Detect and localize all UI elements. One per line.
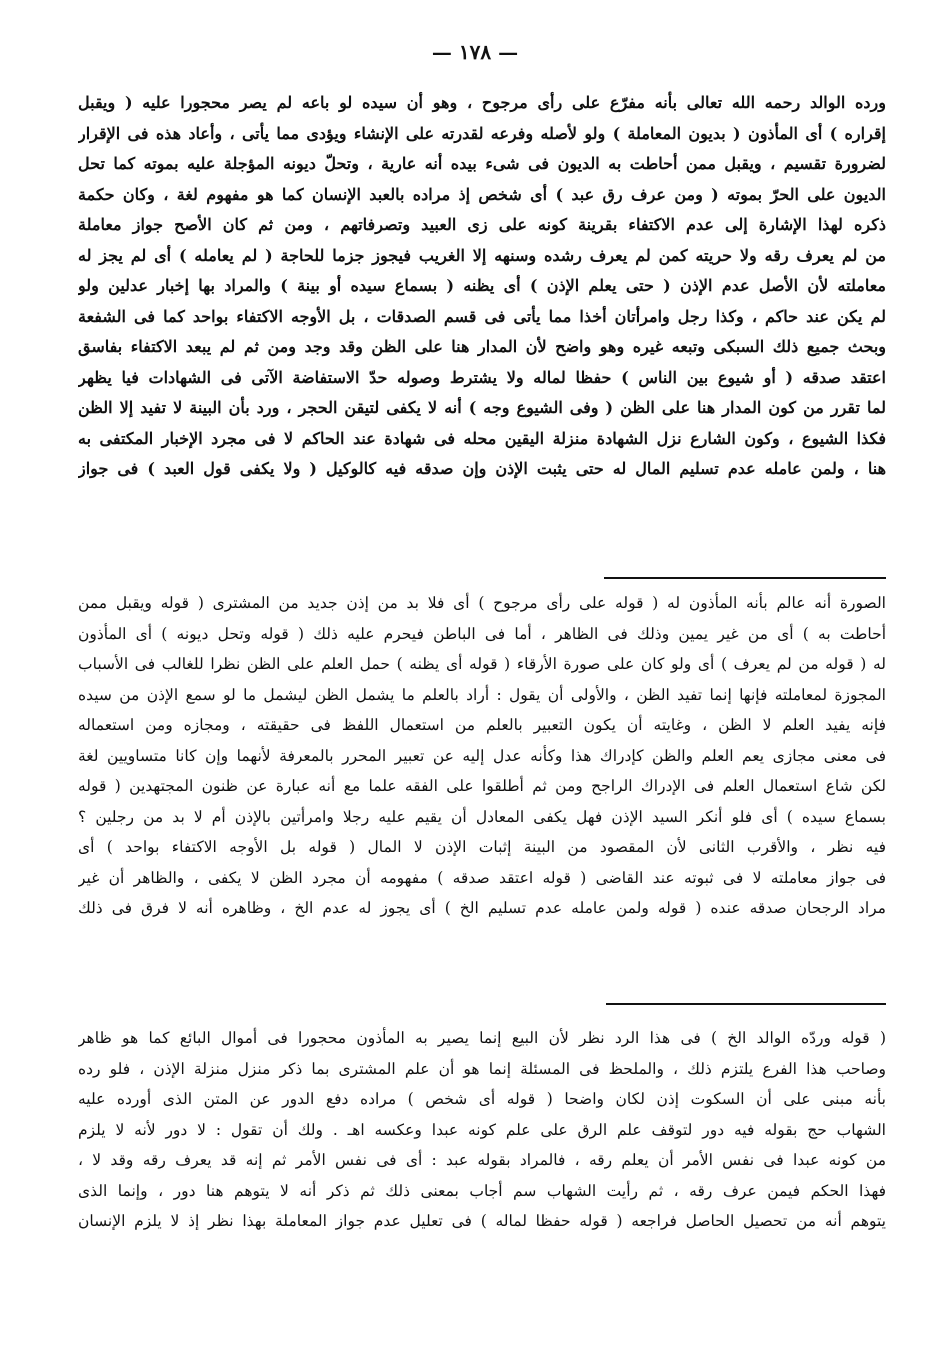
section-divider [606, 1003, 886, 1005]
main-text-line: الديون على الحرّ بموته ( ومن عرف رق عبد ) أى شخص إذ مراده بالعبد الإنسان كما هو مفهوم لغة ، وكان حكمة [78, 184, 886, 204]
main-text-line: ذكره لهذا الإشارة إلى عدم الاكتفاء بقرينة كونه على زى العبيد وتصرفاتهم ، ومن ثم كان الأصح جواز معاملة [78, 215, 886, 234]
main-text-line: إقراره ) أى المأذون ( بديون المعاملة ) ولو لأصله وفرعه لقدرته على الإنشاء ويؤدى مما يأتى ، وأعاد هذه فى الإقرار [78, 123, 886, 143]
commentary-line: من كونه عبدا فى نفس الأمر أن يعلم رقه ، فالمراد بقوله عبد : أى فى نفس الأمر ثم إنه قد يعرف رقه وقد لا ، [78, 1151, 886, 1169]
commentary-line: يتوهم أنه من تحصيل الحاصل فراجعه ( قوله حفظا لماله ) فى تعليل عدم جواز المعاملة بهذا نظر إذ لا يلزم الإنسان [78, 1212, 886, 1230]
commentary-line: المجوزة لمعاملته فإنها إنما تفيد الظن ، والأولى أن يقول : أراد بالعلم ما يشمل الظن ليشمل ما لو سمع الإذن من سيده [78, 685, 886, 704]
commentary-line: لكن شاع استعمال العلم فى الإدراك الراجح ومن ثم أطلقوا على الفقه علما مع أنه عبارة عن ظنون المجتهدين ( قوله [78, 777, 886, 795]
main-text-line: لضرورة تقسيم ، ويقبل ممن أحاطت به الديون فى شىء بيده أنه عارية ، وتحلّ ديونه المؤجلة عليه بموته كما تحل [78, 154, 886, 173]
commentary-line: فى جواز معاملته لا فى ثبوته عند القاضى ( قوله اعتقد صدقه ) مفهومه أن مجرد الظن لا يكفى ، والظاهر أن غير [78, 868, 886, 887]
commentary-line: فإنه يفيد العلم لا الظن ، وغايته أن يكون التعبير بالعلم من استعمال اللفظ فى حقيقته ، ومجازه ومن استعماله [78, 716, 886, 734]
commentary-line: وصاحب هذا الفرع يلتزم ذلك ، والملحظ فى المسئلة إنما هو أن علم المشترى بما ذكر منزل منزلة الإذن ، فلو رده [78, 1059, 886, 1078]
main-text-line: هنا ، ولمن عامله عدم تسليم المال له حتى يثبت الإذن وإن صدقه فيه كالوكيل ( ولا يكفى قول العبد ) فى جواز [78, 459, 886, 478]
section-divider [604, 577, 886, 579]
margin-commentary-1 [78, 588, 886, 924]
margin-commentary-2 [78, 1023, 886, 1237]
main-text-line: فكذا الشيوع ، وكون الشارع نزل الشهادة منزلة اليقين محله فى شهادة عند الحاكم لا فى مجرد الإخبار المكتفى به [78, 428, 886, 448]
main-text-line: ورده الوالد رحمه الله تعالى بأنه مفرّع على رأى مرجوح ، وهو أن سيده لو باعه لم يصر محجورا عليه ( ويقبل [78, 93, 886, 112]
commentary-line: مراد الرجحان صدقه عنده ( قوله ولمن عامله عدم تسليم الخ ) أى يجوز له عدم الخ ، وظاهره أنه لا فرق فى ذلك [78, 899, 886, 917]
main-text-line: وبحث جميع ذلك السبكى وتبعه غيره وهو واضح لأن المدار هنا على الظن وقد وجد ومن ثم لم يبعد الاكتفاء بفاسق [78, 337, 886, 356]
main-text-line: معاملته لأن الأصل عدم الإذن ( حتى يعلم الإذن ) أى يظنه ( بسماع سيده أو بينة ) والمراد بها إخبار عدلين ولو [78, 276, 886, 295]
commentary-line: أحاطت به ) أى من غير يمين وذلك فى الظاهر ، أما فى الباطن فيحرم عليه ذلك ( قوله وتحل ديونه ) أى المأذون [78, 624, 886, 643]
main-text-line: من لم يعرف رقه ولا حريته كمن لم يعرف رشده وسنهه إلا الغريب فيجوز جزما للحاجة ( لم يعامله ) أى لم يجز له [78, 245, 886, 265]
commentary-line: فى معنى مجازى يعم العلم والظن كإدراك هذا وكأنه عدل إليه عن تعبير المحرر بالمعرفة لأنهما وإن كانا متساويين لغة [78, 746, 886, 765]
commentary-line: ( قوله وردّه الوالد الخ ) فى هذا الرد نظر لأن البيع إنما يصير به المأذون محجورا فى أموال البائع كما هو ظاهر [78, 1029, 886, 1047]
main-text-line: لم يكن عند حاكم ، وكذا رجل وامرأتان أخذا مما يأتى فى قسم الصدقات ، بل الأوجه الاكتفاء بواحد كما فى الشفعة [78, 306, 886, 326]
commentary-line: بأنه مبنى على أن السكوت إذن لكان واضحا ( قوله أى شخص ) مراده دفع الدور عن المتن الذى أورده عليه [78, 1090, 886, 1108]
commentary-line: له ( قوله من لم يعرف ) أى ولو كان على صورة الأرقاء ( قوله أى يظنه ) حمل العلم على الظن نظرا للغالب فى الأسباب [78, 655, 886, 673]
main-text-line: لما تقرر من كون المدار هنا على الظن ( وفى الشيوع وجه ) أنه لا يكفى لتيقن الحجر ، ورد بأن البينة لا تفيد إلا الظن [78, 398, 886, 417]
page-number: — ١٧٨ — [431, 40, 519, 64]
commentary-line: فهذا الحكم فيمن عرف رقه ، ثم رأيت الشهاب سم أجاب بمعنى ذلك ثم ذكر أنه لا يتوهم هنا دور ، وإنما الذى [78, 1181, 886, 1200]
commentary-line: الصورة أنه عالم بأنه المأذون له ( قوله على رأى مرجوح ) أى فلا بد من إذن جديد من المشترى ( قوله ويقبل ممن [78, 594, 886, 612]
commentary-line: فيه نظر ، والأقرب الثانى لأن المقصود من البينة إثبات الإذن لا المال ( قوله بل الأوجه الاكتفاء بواحد ) أى [78, 838, 886, 856]
commentary-line: الشهاب حج بقوله فيه دور لتوقف علم الرق على علم كونه عبدا وعكسه اهـ . ولك أن تقول : لا دور لأنه لا يلزم [78, 1120, 886, 1139]
main-text [78, 88, 886, 485]
commentary-line: بسماع سيده ) أى فلو أنكر السيد الإذن فهل يكفى المعادل أن يقيم عليه رجلا وامرأتين بالإذن أم لا بد من رجلين ؟ [78, 807, 886, 826]
main-text-line: اعتقد صدقه ( أو شيوع بين الناس ) حفظا لماله ولا يشترط وصوله حدّ الاستفاضة الآتى فى الشهادات فيا يظهر [78, 367, 886, 387]
